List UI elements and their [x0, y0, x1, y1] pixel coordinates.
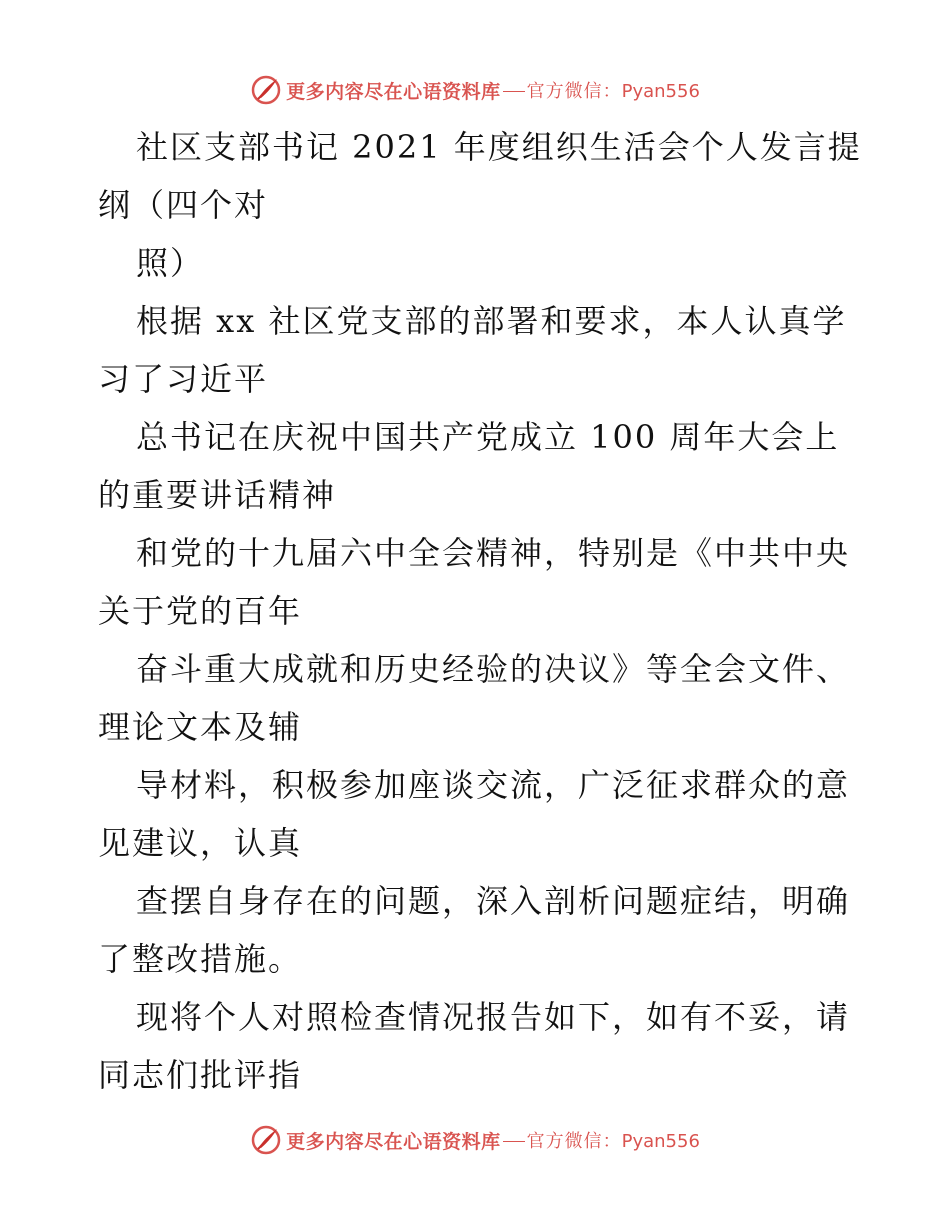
body-line: 了整改措施。 [98, 940, 303, 978]
body-line: 现将个人对照检查情况报告如下，如有不妥，请 [136, 998, 851, 1036]
body-line: 查摆自身存在的问题，深入剖析问题症结，明确 [136, 882, 851, 920]
body-line: 的重要讲话精神 [98, 476, 337, 514]
body-line: 关于党的百年 [98, 592, 303, 630]
quill-logo-icon [250, 1124, 282, 1156]
body-line: 和党的十九届六中全会精神，特别是《中共中央 [136, 534, 851, 572]
title-line-2: 纲（四个对 [98, 186, 269, 224]
body-line: 习了习近平 [98, 360, 269, 398]
watermark-dash [503, 1141, 525, 1142]
title-line-1: 社区支部书记 2021 年度组织生活会个人发言提 [136, 128, 862, 166]
watermark-contact [527, 77, 700, 103]
watermark-brand: 更多内容尽在心语资料库 [286, 1130, 501, 1153]
body-line: 导材料，积极参加座谈交流，广泛征求群众的意 [136, 766, 851, 804]
body-line: 理论文本及辅 [98, 708, 303, 746]
document-body [98, 118, 862, 1104]
watermark-brand: 更多内容尽在心语资料库 [286, 80, 501, 103]
body-line: 同志们批评指 [98, 1056, 303, 1094]
title-line-3: 照） [136, 244, 205, 282]
watermark-contact-prefix: 官方微信： [526, 1131, 622, 1152]
quill-logo-icon [250, 74, 282, 106]
watermark-contact-id: Pyan556 [621, 1131, 700, 1152]
watermark-dash [503, 91, 525, 92]
body-line: 见建议，认真 [98, 824, 303, 862]
watermark-contact-prefix: 官方微信： [526, 81, 622, 102]
header-watermark [0, 70, 950, 110]
body-line: 总书记在庆祝中国共产党成立 100 周年大会上 [136, 418, 840, 456]
watermark-contact-id: Pyan556 [621, 81, 700, 102]
body-line: 奋斗重大成就和历史经验的决议》等全会文件、 [136, 650, 851, 688]
footer-watermark [0, 1120, 950, 1160]
body-line: 根据 xx 社区党支部的部署和要求，本人认真学 [136, 302, 847, 340]
watermark-contact [527, 1127, 700, 1153]
